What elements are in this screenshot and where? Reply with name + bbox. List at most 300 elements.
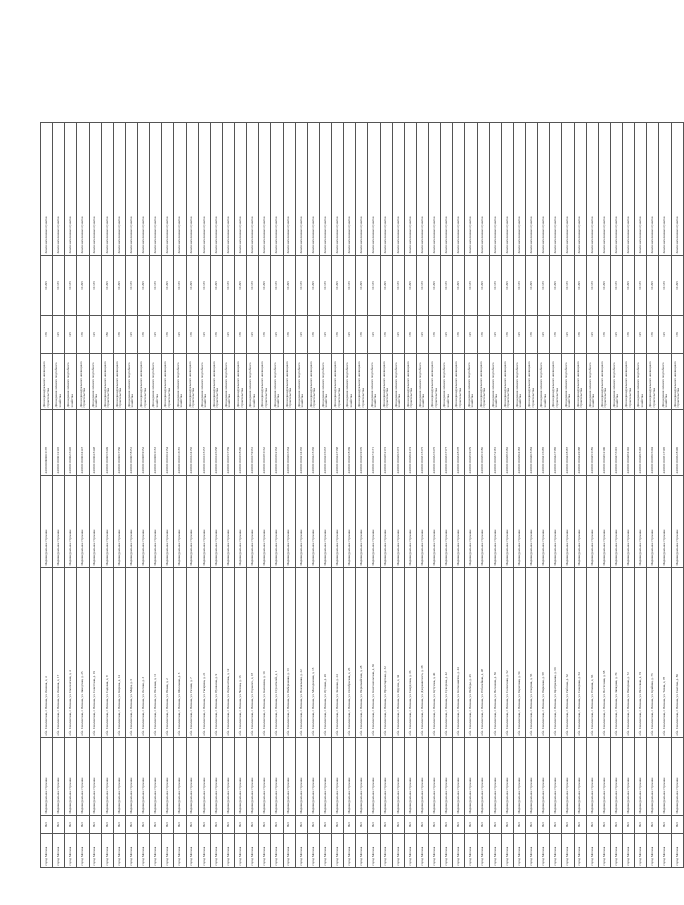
table-row [210,123,222,868]
cell-address: обл. Смоленская, г. Вязьма, ул. Космонавтов, д. 44 [453,568,465,738]
cell-permitted-use: Для индивидуального жилищного строительства [671,354,684,410]
cell-region: город Москва [319,834,331,868]
cell-value: 10 135 [174,256,186,316]
cell-region: город Москва [162,834,174,868]
cell-cadastral-number: 44:09:0101010:2154 [162,410,174,476]
cell-flag: Нет [222,816,234,834]
cell-area: 170 [356,316,368,354]
cell-cadastral-number: 44:09:0101005:6149 [101,410,113,476]
cell-object-type: Индивидуальное строение [380,476,392,568]
cell-building-type: Индивидуальное строение [150,738,162,816]
cell-object-type: Индивидуальное строение [623,476,635,568]
cell-region: город Москва [404,834,416,868]
cell-cadastral-number: 44:09:0101030:4174 [404,410,416,476]
cell-object-type: Индивидуальное строение [429,476,441,568]
cell-object-type: Индивидуальное строение [77,476,89,568]
table-row [235,123,247,868]
cell-building-type: Индивидуальное строение [513,738,525,816]
cell-value: 10 295 [477,256,489,316]
cell-region: город Москва [610,834,622,868]
cell-region: город Москва [247,834,259,868]
cell-land-category: Земли населенных пунктов [380,123,392,256]
cell-permitted-use: Для ведения личного подсобного хозяйства [271,354,283,410]
cell-value: 10 295 [77,256,89,316]
cell-flag: Нет [574,816,586,834]
cell-object-type: Индивидуальное строение [416,476,428,568]
table-row [635,123,647,868]
cell-cadastral-number: 44:09:0101047:3191 [610,410,622,476]
cell-cadastral-number: 44:09:0101044:9188 [574,410,586,476]
cell-area: 125 [344,316,356,354]
cell-area: 170 [550,316,562,354]
cell-address: обл. Смоленская, г. Вязьма, ул. Комсомольская, д. 30 [368,568,380,738]
table-row [538,123,550,868]
cell-area: 170 [671,316,684,354]
table-row [453,123,465,868]
cell-land-category: Земли населенных пунктов [307,123,319,256]
cell-building-type: Индивидуальное строение [586,738,598,816]
cell-permitted-use: Для индивидуального жилищного строительства [77,354,89,410]
cell-permitted-use: Для индивидуального жилищного строительства [101,354,113,410]
cell-value: 10 295 [526,256,538,316]
table-row [125,123,137,868]
cell-land-category: Земли населенных пунктов [295,123,307,256]
cell-cadastral-number: 44:09:0101009:1153 [150,410,162,476]
cell-permitted-use: Для ведения личного подсобного хозяйства [89,354,101,410]
cell-address: обл. Смоленская, г. Вязьма, ул. Северная, д. 64 [574,568,586,738]
cell-area: 170 [138,316,150,354]
cell-land-category: Земли населенных пунктов [356,123,368,256]
cell-address: обл. Смоленская, г. Вязьма, ул. Зеленая, д. 24 [332,568,344,738]
cell-building-type: Индивидуальное строение [283,738,295,816]
cell-permitted-use: Для ведения личного подсобного хозяйства [222,354,234,410]
cell-land-category: Земли населенных пунктов [671,123,684,256]
cell-cadastral-number: 44:09:0101040:5184 [526,410,538,476]
cell-permitted-use: Для индивидуального жилищного строительства [477,354,489,410]
cell-area: 125 [150,316,162,354]
cell-area: 125 [586,316,598,354]
cell-address: обл. Смоленская, г. Вязьма, ул. Солнечная, д. 52 [501,568,513,738]
cell-land-category: Земли населенных пунктов [586,123,598,256]
cell-flag: Нет [392,816,404,834]
cell-object-type: Индивидуальное строение [259,476,271,568]
table-row [53,123,65,868]
cell-address: обл. Смоленская, г. Вязьма, ул. Свердлова, д. 36 [404,568,416,738]
cell-address: обл. Смоленская, г. Вязьма, ул. Восточная, д. 68 [598,568,610,738]
cell-address: обл. Смоленская, г. Вязьма, ул. Горького, д. 18 [247,568,259,738]
cell-object-type: Индивидуальное строение [210,476,222,568]
cell-cadastral-number: 44:09:0101037:2181 [489,410,501,476]
cell-permitted-use: Для индивидуального жилищного строительства [404,354,416,410]
cell-region: город Москва [574,834,586,868]
cell-area: 125 [441,316,453,354]
cell-area: 125 [635,316,647,354]
cell-cadastral-number: 44:09:0101035:9179 [465,410,477,476]
cell-address: обл. Смоленская, г. Вязьма, ул. Пролетарская, д. 32 [380,568,392,738]
cell-region: город Москва [125,834,137,868]
table-row [513,123,525,868]
cell-flag: Нет [356,816,368,834]
cell-cadastral-number: 44:09:0101022:5166 [307,410,319,476]
cell-area: 170 [647,316,659,354]
cell-value: 10 135 [247,256,259,316]
cell-region: город Москва [441,834,453,868]
cell-area: 125 [513,316,525,354]
cell-flag: Нет [150,816,162,834]
cell-land-category: Земли населенных пунктов [647,123,659,256]
cell-object-type: Индивидуальное строение [526,476,538,568]
cell-region: город Москва [465,834,477,868]
cell-flag: Нет [659,816,671,834]
cell-permitted-use: Для индивидуального жилищного строительства [332,354,344,410]
cell-object-type: Индивидуальное строение [198,476,210,568]
cell-permitted-use: Для индивидуального жилищного строительства [429,354,441,410]
cell-value: 10 135 [295,256,307,316]
cell-building-type: Индивидуальное строение [319,738,331,816]
cell-land-category: Земли населенных пунктов [538,123,550,256]
cell-object-type: Индивидуальное строение [41,476,53,568]
table-row [65,123,77,868]
cell-flag: Нет [368,816,380,834]
cell-region: город Москва [101,834,113,868]
cell-value: 10 295 [429,256,441,316]
cell-building-type: Индивидуальное строение [635,738,647,816]
cell-value: 10 135 [513,256,525,316]
cell-region: город Москва [501,834,513,868]
cell-permitted-use: Для ведения личного подсобного хозяйства [65,354,77,410]
cell-flag: Нет [138,816,150,834]
cell-cadastral-number: 44:09:0101036:1180 [477,410,489,476]
cell-permitted-use: Для ведения личного подсобного хозяйства [368,354,380,410]
cell-value: 10 295 [623,256,635,316]
cell-value: 10 295 [598,256,610,316]
cell-object-type: Индивидуальное строение [101,476,113,568]
cell-value: 10 135 [271,256,283,316]
cell-area: 170 [113,316,125,354]
cell-flag: Нет [271,816,283,834]
cell-flag: Нет [210,816,222,834]
cell-building-type: Индивидуальное строение [453,738,465,816]
cell-region: город Москва [53,834,65,868]
cell-permitted-use: Для индивидуального жилищного строительства [162,354,174,410]
cell-address: обл. Смоленская, г. Вязьма, ул. Нагорная, д. 72 [623,568,635,738]
cell-land-category: Земли населенных пунктов [659,123,671,256]
cell-flag: Нет [307,816,319,834]
cell-permitted-use: Для ведения личного подсобного хозяйства [635,354,647,410]
cell-address: обл. Смоленская, г. Вязьма, ул. Советская, д. 19 [89,568,101,738]
table-row [526,123,538,868]
cell-value: 10 295 [259,256,271,316]
cell-flag: Нет [380,816,392,834]
cell-area: 170 [623,316,635,354]
cell-land-category: Земли населенных пунктов [562,123,574,256]
cell-permitted-use: Для индивидуального жилищного строительства [138,354,150,410]
table-row [101,123,113,868]
cell-value: 10 295 [671,256,684,316]
cell-address: обл. Смоленская, г. Вязьма, ул. Фрунзе, д. 34 [392,568,404,738]
cell-address: обл. Смоленская, г. Вязьма, ул. Парковая, д. 58 [538,568,550,738]
cell-object-type: Индивидуальное строение [513,476,525,568]
table-row [41,123,53,868]
cell-land-category: Земли населенных пунктов [429,123,441,256]
cell-address: обл. Смоленская, г. Вязьма, ул. Речная, д. 7 [186,568,198,738]
cell-value: 10 295 [574,256,586,316]
cell-object-type: Индивидуальное строение [162,476,174,568]
cell-area: 170 [259,316,271,354]
cell-permitted-use: Для индивидуального жилищного строительства [550,354,562,410]
cell-address: обл. Смоленская, г. Вязьма, ул. Победы, д. 46 [465,568,477,738]
cell-land-category: Земли населенных пунктов [271,123,283,256]
cell-value: 10 135 [150,256,162,316]
cell-land-category: Земли населенных пунктов [477,123,489,256]
cell-permitted-use: Для индивидуального жилищного строительства [380,354,392,410]
cell-address: обл. Смоленская, г. Вязьма, ул. Лесная, д. 3 [138,568,150,738]
cell-value: 10 135 [635,256,647,316]
table-row [307,123,319,868]
cell-flag: Нет [283,816,295,834]
cell-land-category: Земли населенных пунктов [635,123,647,256]
cell-area: 125 [247,316,259,354]
cell-flag: Нет [598,816,610,834]
cell-permitted-use: Для ведения личного подсобного хозяйства [344,354,356,410]
cell-address: обл. Смоленская, г. Вязьма, ул. Молодежная, д. 15 [307,568,319,738]
cell-building-type: Индивидуальное строение [162,738,174,816]
cell-area: 125 [562,316,574,354]
cell-region: город Москва [259,834,271,868]
cell-permitted-use: Для индивидуального жилищного строительства [647,354,659,410]
cell-cadastral-number: 44:09:0101026:9170 [356,410,368,476]
cell-building-type: Индивидуальное строение [659,738,671,816]
cell-address: обл. Смоленская, г. Вязьма, ул. Набережная, д. 13 [283,568,295,738]
cell-value: 10 135 [441,256,453,316]
cell-object-type: Индивидуальное строение [538,476,550,568]
cell-object-type: Индивидуальное строение [319,476,331,568]
cell-cadastral-number: 44:09:0101006:7150 [113,410,125,476]
cell-cadastral-number: 44:09:0101003:4147 [77,410,89,476]
cell-permitted-use: Для индивидуального жилищного строительства [283,354,295,410]
cell-value: 10 295 [501,256,513,316]
cell-object-type: Индивидуальное строение [247,476,259,568]
cell-permitted-use: Для ведения личного подсобного хозяйства [465,354,477,410]
cell-value: 10 135 [562,256,574,316]
cell-flag: Нет [404,816,416,834]
cell-area: 170 [283,316,295,354]
table-row [404,123,416,868]
cell-building-type: Индивидуальное строение [465,738,477,816]
cell-cadastral-number: 44:09:0000000:1178 [41,410,53,476]
cell-object-type: Индивидуальное строение [635,476,647,568]
cell-object-type: Индивидуальное строение [138,476,150,568]
cell-building-type: Индивидуальное строение [295,738,307,816]
cell-flag: Нет [125,816,137,834]
cell-address: обл. Смоленская, г. Вязьма, ул. Луговая, д. 20 [319,568,331,738]
cell-permitted-use: Для ведения личного подсобного хозяйства [416,354,428,410]
cell-building-type: Индивидуальное строение [235,738,247,816]
cell-cadastral-number: 44:09:0101041:6185 [538,410,550,476]
cell-area: 125 [174,316,186,354]
cell-object-type: Индивидуальное строение [235,476,247,568]
cell-area: 125 [125,316,137,354]
cell-area: 170 [598,316,610,354]
cell-value: 10 135 [89,256,101,316]
cell-value: 10 295 [113,256,125,316]
cell-object-type: Индивидуальное строение [550,476,562,568]
cell-area: 170 [307,316,319,354]
cell-area: 170 [332,316,344,354]
cell-region: город Москва [635,834,647,868]
cell-area: 125 [489,316,501,354]
cell-cadastral-number: 44:09:0101014:6158 [210,410,222,476]
cell-building-type: Индивидуальное строение [526,738,538,816]
cell-region: город Москва [380,834,392,868]
cell-cadastral-number: 44:09:0101011:3155 [174,410,186,476]
cell-cadastral-number: 44:09:0101052:8196 [671,410,684,476]
cell-land-category: Земли населенных пунктов [550,123,562,256]
cell-value: 10 135 [198,256,210,316]
cell-cadastral-number: 44:09:0101012:4156 [186,410,198,476]
cell-cadastral-number: 44:09:0101020:3164 [283,410,295,476]
cell-building-type: Индивидуальное строение [332,738,344,816]
cell-area: 125 [319,316,331,354]
cell-land-category: Земли населенных пунктов [138,123,150,256]
cell-building-type: Индивидуальное строение [501,738,513,816]
cell-land-category: Земли населенных пунктов [222,123,234,256]
cell-building-type: Индивидуальное строение [247,738,259,816]
cell-land-category: Земли населенных пунктов [453,123,465,256]
cell-object-type: Индивидуальное строение [659,476,671,568]
cell-area: 170 [526,316,538,354]
cell-object-type: Индивидуальное строение [574,476,586,568]
cell-value: 10 135 [586,256,598,316]
cell-region: город Москва [222,834,234,868]
cell-cadastral-number: 44:09:0101019:2163 [271,410,283,476]
cell-region: город Москва [89,834,101,868]
cell-value: 10 295 [356,256,368,316]
cell-area: 125 [65,316,77,354]
cell-building-type: Индивидуальное строение [259,738,271,816]
cell-value: 10 295 [138,256,150,316]
cell-region: город Москва [429,834,441,868]
cell-value: 10 295 [186,256,198,316]
table-row [610,123,622,868]
cell-land-category: Земли населенных пунктов [332,123,344,256]
cell-object-type: Индивидуальное строение [647,476,659,568]
cell-permitted-use: Для ведения личного подсобного хозяйства [586,354,598,410]
cell-flag: Нет [319,816,331,834]
cell-object-type: Индивидуальное строение [222,476,234,568]
cell-value: 10 295 [41,256,53,316]
cell-cadastral-number: 44:09:0101013:5157 [198,410,210,476]
cell-land-category: Земли населенных пунктов [113,123,125,256]
cell-flag: Нет [295,816,307,834]
cell-building-type: Индивидуальное строение [574,738,586,816]
cell-address: обл. Смоленская, г. Вязьма, ул. Озерная, д. 56 [526,568,538,738]
cell-permitted-use: Для индивидуального жилищного строительства [574,354,586,410]
cell-flag: Нет [89,816,101,834]
rotated-table-frame [40,123,684,868]
cell-cadastral-number: 44:09:0101050:6194 [647,410,659,476]
cell-flag: Нет [101,816,113,834]
cell-region: город Москва [283,834,295,868]
cell-land-category: Земли населенных пунктов [598,123,610,256]
cell-address: обл. Смоленская, г. Вязьма, ул. Песочная, д. 74 [635,568,647,738]
cell-address: обл. Смоленская, г. Вязьма, ул. Крайняя, д. 76 [647,568,659,738]
cell-value: 10 295 [647,256,659,316]
cell-permitted-use: Для индивидуального жилищного строительства [526,354,538,410]
cell-region: город Москва [186,834,198,868]
cell-object-type: Индивидуальное строение [392,476,404,568]
cell-address: обл. Смоленская, г. Вязьма, ул. Южная, д. 66 [586,568,598,738]
cell-flag: Нет [538,816,550,834]
cell-cadastral-number: 44:09:0101034:8178 [453,410,465,476]
cell-area: 125 [368,316,380,354]
cell-land-category: Земли населенных пунктов [101,123,113,256]
cell-object-type: Индивидуальное строение [332,476,344,568]
cell-permitted-use: Для индивидуального жилищного строительства [501,354,513,410]
cell-value: 10 295 [210,256,222,316]
table-row [222,123,234,868]
table-row [356,123,368,868]
cell-land-category: Земли населенных пунктов [247,123,259,256]
cell-flag: Нет [441,816,453,834]
cell-region: город Москва [586,834,598,868]
cell-object-type: Индивидуальное строение [295,476,307,568]
cell-permitted-use: Для индивидуального жилищного строительства [259,354,271,410]
cell-region: город Москва [647,834,659,868]
cell-building-type: Индивидуальное строение [198,738,210,816]
cell-object-type: Индивидуальное строение [53,476,65,568]
cell-building-type: Индивидуальное строение [174,738,186,816]
cell-region: город Москва [295,834,307,868]
cell-area: 170 [453,316,465,354]
cell-cadastral-number: 44:09:0101008:9152 [138,410,150,476]
cell-land-category: Земли населенных пунктов [501,123,513,256]
cell-land-category: Земли населенных пунктов [610,123,622,256]
cell-address: обл. Смоленская, г. Вязьма, ул. Дзержинского, д. 38 [416,568,428,738]
cell-flag: Нет [198,816,210,834]
cell-permitted-use: Для ведения личного подсобного хозяйства [295,354,307,410]
table-row [429,123,441,868]
cell-value: 10 135 [368,256,380,316]
cell-flag: Нет [635,816,647,834]
cell-building-type: Индивидуальное строение [307,738,319,816]
cell-cadastral-number: 44:09:0101025:8169 [344,410,356,476]
cell-object-type: Индивидуальное строение [283,476,295,568]
cell-value: 10 135 [489,256,501,316]
cell-region: город Москва [113,834,125,868]
cell-land-category: Земли населенных пунктов [77,123,89,256]
cell-address: обл. Смоленская, г. Вязьма, ул. Гагарина, д. 21 [198,568,210,738]
cell-permitted-use: Для индивидуального жилищного строительства [356,354,368,410]
cell-flag: Нет [344,816,356,834]
cell-land-category: Земли населенных пунктов [513,123,525,256]
cell-flag: Нет [526,816,538,834]
cell-permitted-use: Для индивидуального жилищного строительства [235,354,247,410]
cell-region: город Москва [41,834,53,868]
cell-address: обл. Смоленская, г. Вязьма, ул. Суворова, д. 42 [441,568,453,738]
cell-cadastral-number: 44:09:0101028:2172 [380,410,392,476]
cell-flag: Нет [174,816,186,834]
cell-value: 10 295 [162,256,174,316]
cell-land-category: Земли населенных пунктов [210,123,222,256]
cell-flag: Нет [247,816,259,834]
cell-region: город Москва [235,834,247,868]
cell-flag: Нет [477,816,489,834]
cell-cadastral-number: 44:09:0101042:7186 [550,410,562,476]
cell-land-category: Земли населенных пунктов [65,123,77,256]
cell-building-type: Индивидуальное строение [610,738,622,816]
cell-building-type: Индивидуальное строение [671,738,684,816]
